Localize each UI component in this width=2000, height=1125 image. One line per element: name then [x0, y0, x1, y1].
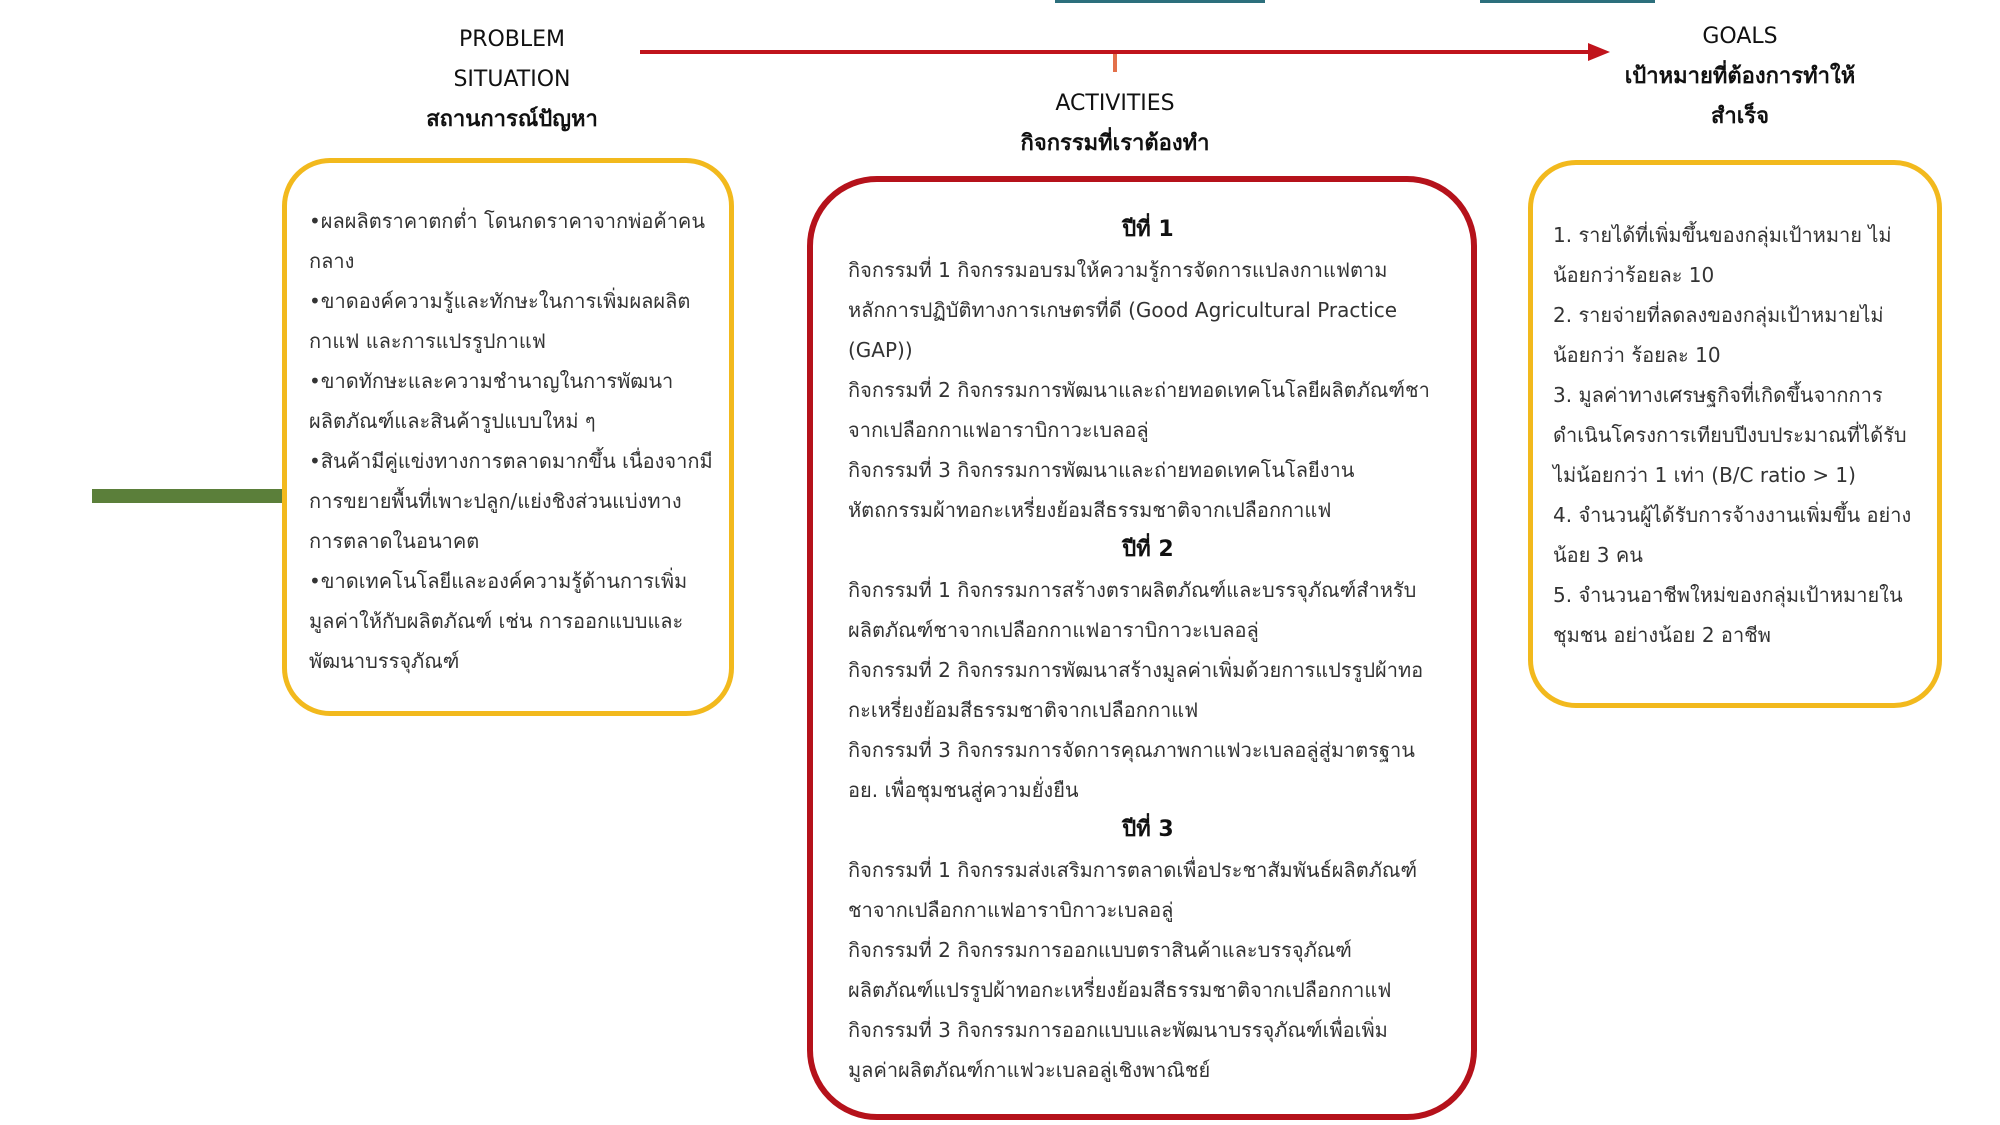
activity-line: มูลค่าผลิตภัณฑ์กาแฟวะเบลอลู่เชิงพาณิชย์ [848, 1058, 1211, 1082]
activity-line: กิจกรรมที่ 1 กิจกรรมการสร้างตราผลิตภัณฑ์และบรรจุภัณฑ์สำหรับ [848, 578, 1417, 602]
activity-line: (GAP)) [848, 338, 913, 362]
problem-line: พัฒนาบรรจุภัณฑ์ [309, 649, 460, 673]
problem-line: การตลาดในอนาคต [309, 529, 480, 553]
problem-heading-line: สถานการณ์ปัญหา [426, 107, 598, 132]
goal-line: น้อยกว่า ร้อยละ 10 [1553, 343, 1721, 367]
activity-line: กิจกรรมที่ 1 กิจกรรมส่งเสริมการตลาดเพื่อประชาสัมพันธ์ผลิตภัณฑ์ [848, 858, 1418, 882]
activity-line: กิจกรรมที่ 3 กิจกรรมการพัฒนาและถ่ายทอดเทคโนโลยีงาน [848, 458, 1355, 482]
problem-line: ผลิตภัณฑ์และสินค้ารูปแบบใหม่ ๆ [309, 409, 596, 433]
problem-line: กลาง [309, 249, 355, 273]
problem-heading [352, 20, 672, 140]
top-decor-line-left [1055, 0, 1265, 3]
goal-line: ดำเนินโครงการเทียบปีงบประมาณที่ได้รับ [1553, 423, 1907, 447]
goals-heading [1580, 17, 1900, 137]
goals-heading-line: สำเร็จ [1710, 104, 1769, 129]
problem-list [309, 201, 713, 681]
activities-heading-line: กิจกรรมที่เราต้องทำ [1020, 131, 1210, 156]
activity-line: จากเปลือกกาแฟอาราบิกาวะเบลอลู่ [848, 418, 1149, 442]
goal-line: ไม่น้อยกว่า 1 เท่า (B/C ratio > 1) [1553, 463, 1856, 487]
problem-line: •ขาดทักษะและความชำนาญในการพัฒนา [309, 369, 674, 393]
goal-line: ชุมชน อย่างน้อย 2 อาชีพ [1553, 623, 1771, 647]
activity-line: ผลิตภัณฑ์แปรรูปผ้าทอกะเหรี่ยงย้อมสีธรรมชาติจากเปลือกกาแฟ [848, 978, 1392, 1002]
activity-line: ชาจากเปลือกกาแฟอาราบิกาวะเบลอลู่ [848, 898, 1174, 922]
goals-heading-line: GOALS [1702, 24, 1778, 49]
year-label: ปีที่ 2 [1122, 537, 1174, 562]
problem-heading-line: PROBLEM [458, 27, 566, 52]
activity-line: กิจกรรมที่ 3 กิจกรรมการออกแบบและพัฒนาบรรจุภัณฑ์เพื่อเพิ่ม [848, 1018, 1388, 1042]
problem-line: กาแฟ และการแปรรูปกาแฟ [309, 329, 546, 353]
problem-heading-line: SITUATION [453, 67, 571, 92]
activity-line: หลักการปฏิบัติทางการเกษตรที่ดี (Good Agricultural Practice [848, 298, 1398, 322]
activities-list [848, 210, 1448, 1090]
activities-box [807, 176, 1477, 1120]
problem-line: •สินค้ามีคู่แข่งทางการตลาดมากขึ้น เนื่องจากมี [309, 449, 713, 473]
activity-line: ผลิตภัณฑ์ชาจากเปลือกกาแฟอาราบิกาวะเบลอลู่ [848, 618, 1259, 642]
goals-heading-line: เป้าหมายที่ต้องการทำให้ [1624, 64, 1856, 89]
goal-line: 4. จำนวนผู้ได้รับการจ้างงานเพิ่มขึ้น อย่าง [1553, 503, 1912, 527]
top-decor-line-right [1480, 0, 1655, 3]
goal-line: 1. รายได้ที่เพิ่มขึ้นของกลุ่มเป้าหมาย ไม่ [1553, 223, 1892, 247]
activity-line: กะเหรี่ยงย้อมสีธรรมชาติจากเปลือกกาแฟ [848, 698, 1199, 722]
goal-line: 2. รายจ่ายที่ลดลงของกลุ่มเป้าหมายไม่ [1553, 303, 1884, 327]
goals-list [1553, 215, 1911, 655]
activity-line: อย. เพื่อชุมชนสู่ความยั่งยืน [848, 778, 1079, 802]
problem-line: การขยายพื้นที่เพาะปลูก/แย่งชิงส่วนแบ่งทาง [309, 489, 682, 513]
activity-line: กิจกรรมที่ 2 กิจกรรมการพัฒนาและถ่ายทอดเทคโนโลยีผลิตภัณฑ์ชา [848, 378, 1430, 402]
activity-line: กิจกรรมที่ 1 กิจกรรมอบรมให้ความรู้การจัดการแปลงกาแฟตาม [848, 258, 1388, 282]
activity-line: กิจกรรมที่ 2 กิจกรรมการออกแบบตราสินค้าและบรรจุภัณฑ์ [848, 938, 1352, 962]
activity-line: หัตถกรรมผ้าทอกะเหรี่ยงย้อมสีธรรมชาติจากเปลือกกาแฟ [848, 498, 1332, 522]
goal-line: 3. มูลค่าทางเศรษฐกิจที่เกิดขึ้นจากการ [1553, 383, 1883, 407]
problem-line: •ผลผลิตราคาตกต่ำ โดนกดราคาจากพ่อค้าคน [309, 209, 705, 233]
activities-tick [1113, 54, 1117, 72]
green-connector-bar [92, 489, 284, 503]
activities-heading [955, 84, 1275, 164]
goals-box [1528, 160, 1942, 708]
problem-box [282, 158, 734, 716]
goal-line: น้อย 3 คน [1553, 543, 1643, 567]
goal-line: 5. จำนวนอาชีพใหม่ของกลุ่มเป้าหมายใน [1553, 583, 1903, 607]
year-label: ปีที่ 1 [1122, 217, 1174, 242]
activities-heading-line: ACTIVITIES [1055, 91, 1175, 116]
activity-line: กิจกรรมที่ 2 กิจกรรมการพัฒนาสร้างมูลค่าเพิ่มด้วยการแปรรูปผ้าทอ [848, 658, 1424, 682]
activity-line: กิจกรรมที่ 3 กิจกรรมการจัดการคุณภาพกาแฟวะเบลอลู่สู่มาตรฐาน [848, 738, 1415, 762]
problem-line: มูลค่าให้กับผลิตภัณฑ์ เช่น การออกแบบและ [309, 609, 684, 633]
problem-line: •ขาดองค์ความรู้และทักษะในการเพิ่มผลผลิต [309, 289, 691, 313]
goal-line: น้อยกว่าร้อยละ 10 [1553, 263, 1715, 287]
problem-line: •ขาดเทคโนโลยีและองค์ความรู้ด้านการเพิ่ม [309, 569, 688, 593]
year-label: ปีที่ 3 [1122, 817, 1174, 842]
